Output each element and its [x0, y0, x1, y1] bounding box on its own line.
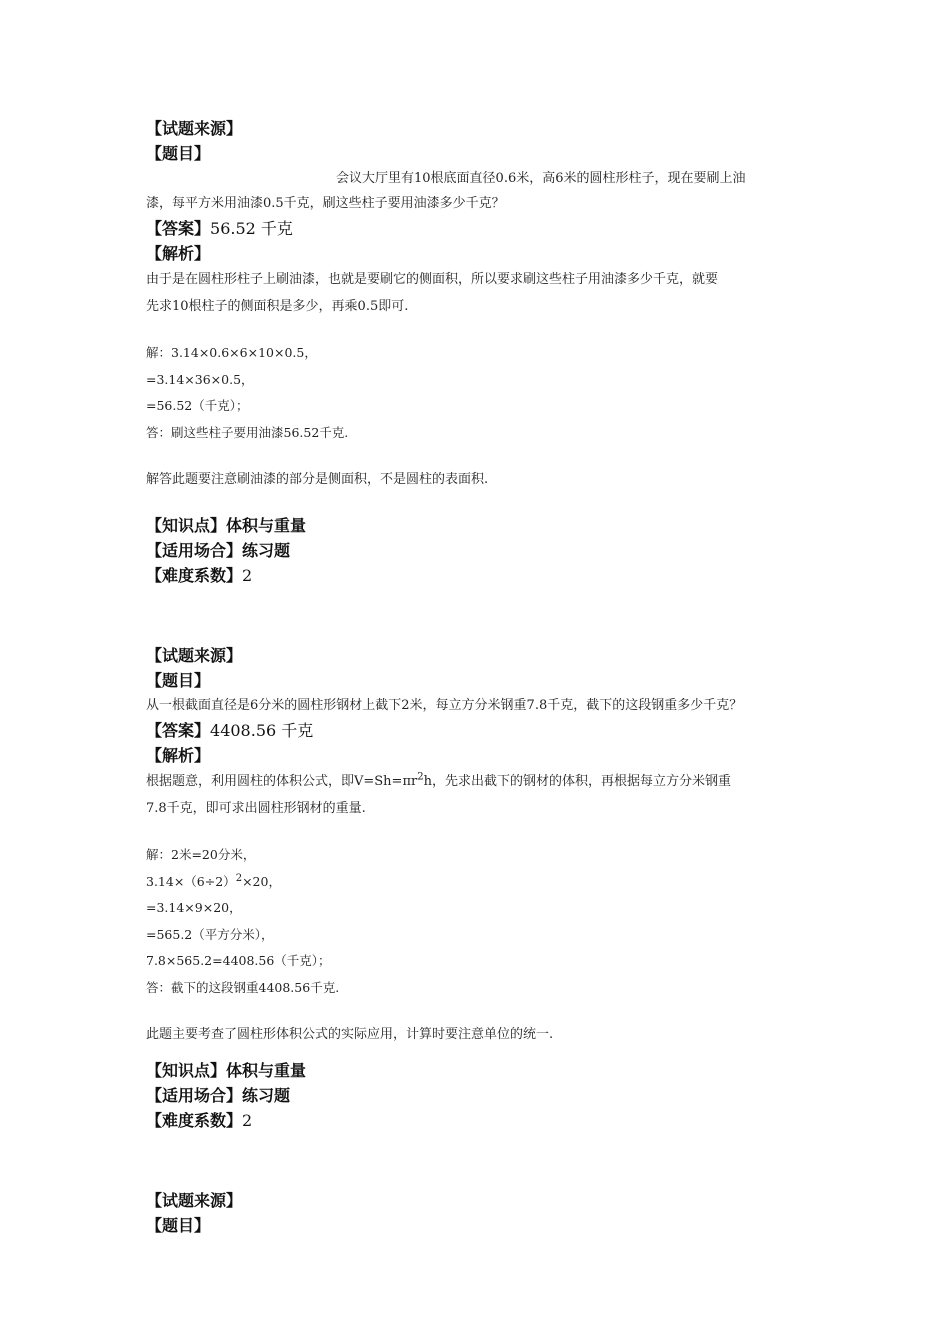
knowledge-label: 【知识点】 — [146, 1061, 227, 1080]
knowledge-value: 体积与重量 — [226, 1061, 307, 1080]
question-label: 【题目】 — [146, 671, 211, 690]
note-text: 此题主要考查了圆柱形体积公式的实际应用，计算时要注意单位的统一. — [146, 1027, 554, 1042]
solution-line: =3.14×9×20， — [146, 900, 242, 915]
answer-label: 【答案】 — [146, 219, 211, 238]
question-label: 【题目】 — [146, 1216, 211, 1235]
solution-part: 3.14×（6÷2） — [146, 873, 236, 889]
question-block-2 — [146, 643, 816, 1133]
knowledge-value: 体积与重量 — [226, 516, 307, 535]
difficulty-row — [146, 563, 816, 588]
scenario-label: 【适用场合】 — [146, 1086, 243, 1105]
answer-label: 【答案】 — [146, 721, 211, 740]
solution-line: 答：刷这些柱子要用油漆56.52千克. — [146, 424, 349, 440]
answer-row — [146, 718, 816, 743]
solution-part: ×20， — [242, 873, 281, 889]
difficulty-label: 【难度系数】 — [146, 1111, 243, 1130]
question-text-line: 从一根截面直径是6分米的圆柱形钢材上截下2米，每立方分米钢重7.8千克，截下的这段钢重多少千克？ — [146, 698, 743, 713]
scenario-row — [146, 538, 816, 563]
scenario-value: 练习题 — [242, 1086, 291, 1105]
knowledge-row — [146, 1058, 816, 1083]
knowledge-row — [146, 513, 816, 538]
exponent: 2 — [235, 872, 243, 884]
solution-line: 解：3.14×0.6×6×10×0.5， — [146, 345, 317, 360]
question-label: 【题目】 — [146, 144, 211, 163]
knowledge-label: 【知识点】 — [146, 516, 227, 535]
answer-value: 56.52 千克 — [210, 219, 293, 238]
analysis-text-line: 由于是在圆柱形柱子上刷油漆，也就是要刷它的侧面积，所以要求刷这些柱子用油漆多少千克，就要 — [146, 272, 719, 287]
solution-line: 7.8×565.2=4408.56（千克）； — [146, 953, 331, 968]
difficulty-row — [146, 1108, 816, 1133]
analysis-label: 【解析】 — [146, 746, 211, 765]
scenario-value: 练习题 — [242, 541, 291, 560]
analysis-text-line: 7.8千克，即可求出圆柱形钢材的重量. — [146, 801, 366, 816]
document-page — [146, 116, 816, 1238]
analysis-text-part: h，先求出截下的钢材的体积，再根据每立方分米钢重 — [423, 774, 731, 789]
question-text-line: 会议大厅里有10根底面直径0.6米，高6米的圆柱形柱子，现在要刷上油 — [336, 171, 746, 186]
solution-line: =565.2（平方分米）， — [146, 926, 274, 942]
note-text: 解答此题要注意刷油漆的部分是侧面积，不是圆柱的表面积. — [146, 472, 489, 487]
analysis-text-line — [146, 768, 816, 795]
exponent: 2 — [417, 771, 424, 783]
question-block-1 — [146, 116, 816, 588]
source-label: 【试题来源】 — [146, 646, 243, 665]
difficulty-label: 【难度系数】 — [146, 566, 243, 585]
answer-row — [146, 216, 816, 241]
source-label: 【试题来源】 — [146, 119, 243, 138]
analysis-text-line: 先求10根柱子的侧面积是多少，再乘0.5即可. — [146, 299, 409, 314]
analysis-label: 【解析】 — [146, 244, 211, 263]
difficulty-value: 2 — [242, 1111, 253, 1130]
scenario-row — [146, 1083, 816, 1108]
solution-line: =3.14×36×0.5， — [146, 371, 254, 387]
solution-line: 解：2米=20分米， — [146, 847, 256, 862]
difficulty-value: 2 — [242, 566, 253, 585]
analysis-text-part: 根据题意，利用圆柱的体积公式，即V=Sh=πr — [146, 774, 418, 789]
answer-value: 4408.56 千克 — [210, 721, 314, 740]
solution-line: =56.52（千克）； — [146, 398, 249, 413]
scenario-label: 【适用场合】 — [146, 541, 243, 560]
solution-line: 答：截下的这段钢重4408.56千克. — [146, 979, 340, 995]
question-text-line: 漆，每平方米用油漆0.5千克，刷这些柱子要用油漆多少千克？ — [146, 196, 505, 211]
solution-line — [146, 869, 816, 896]
source-label: 【试题来源】 — [146, 1191, 243, 1210]
question-block-3 — [146, 1188, 816, 1238]
